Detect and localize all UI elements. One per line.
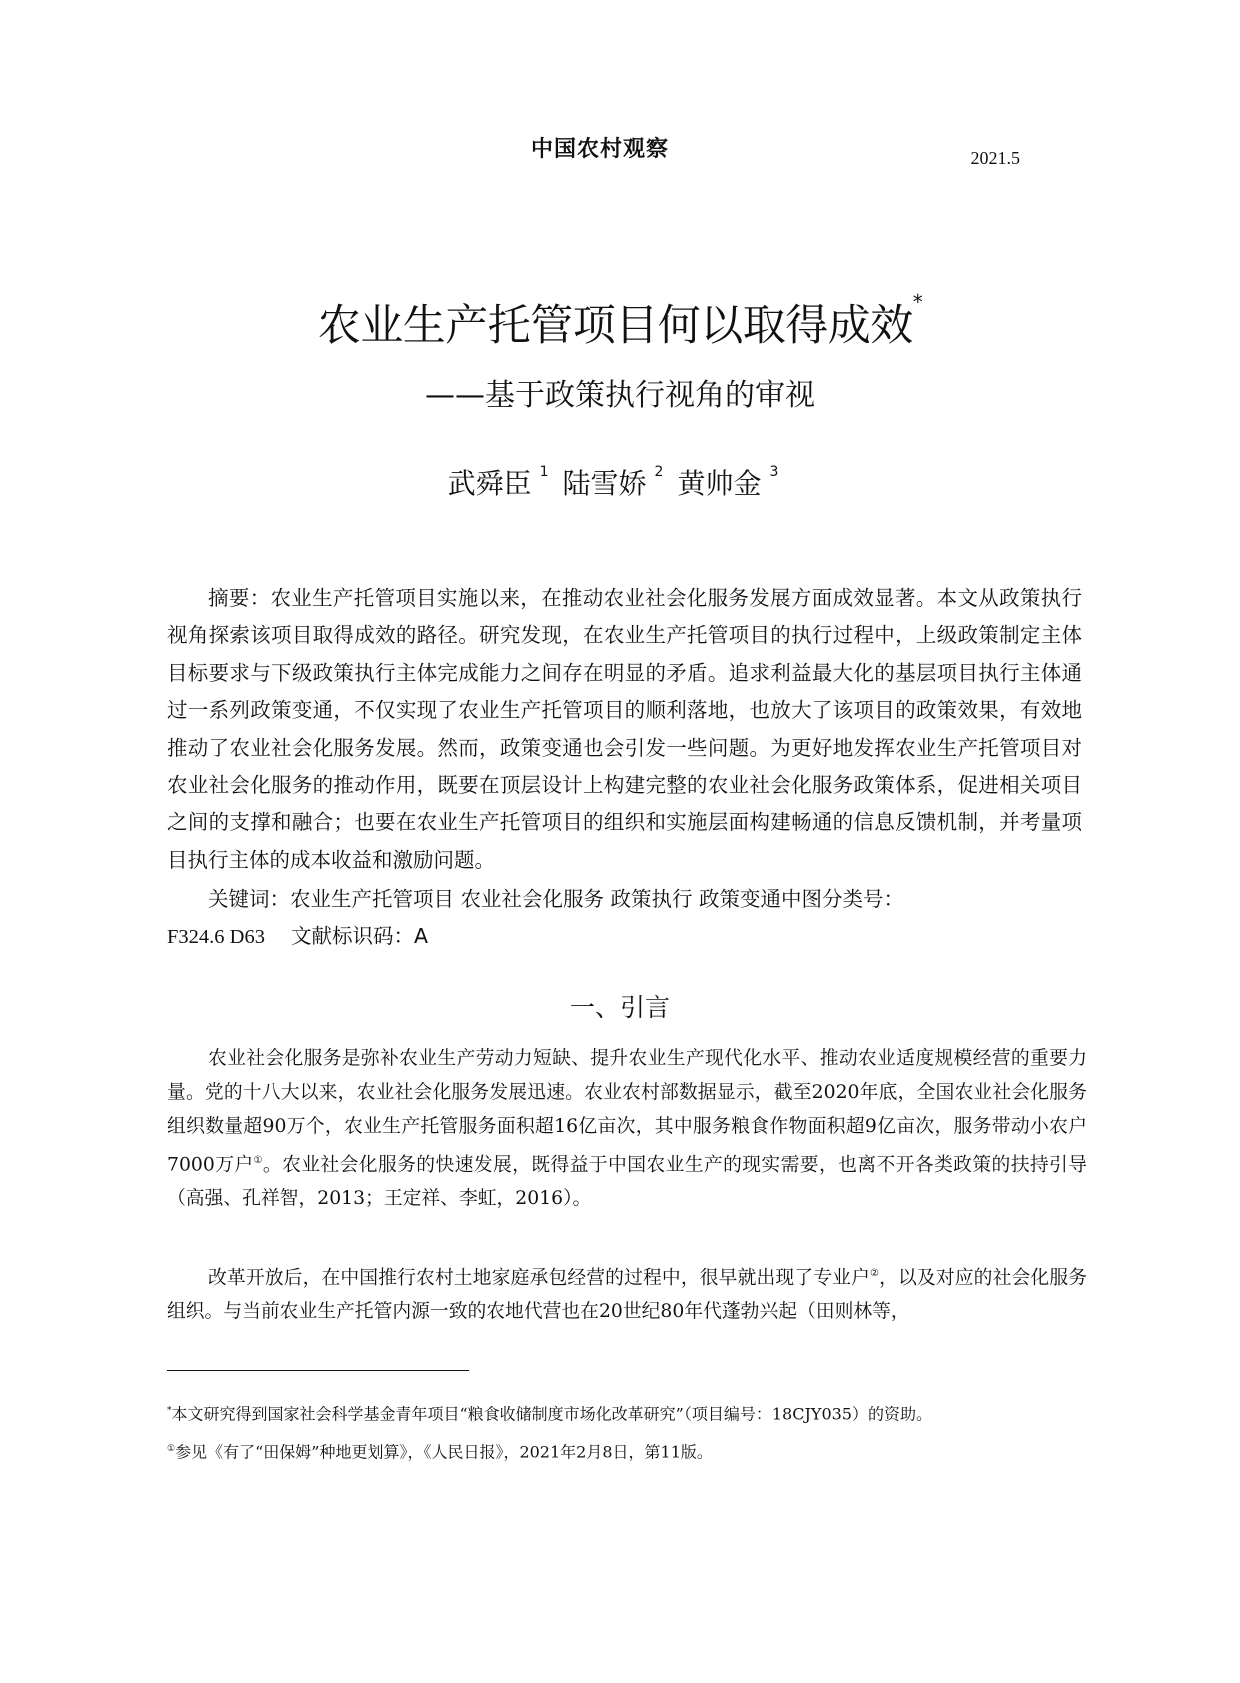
- footnote: [167, 1398, 1167, 1427]
- footnote-divider: [167, 1370, 469, 1371]
- footnote-marker: ①: [167, 1444, 176, 1454]
- paragraph-text: ，以及对应的社会化服务组织。与当前农业生产托管内源一致的农地代营也在20世纪80年代蓬勃兴起（田则林等，: [167, 1267, 1088, 1323]
- footnote-ref[interactable]: ①: [253, 1155, 263, 1166]
- paper-title: [0, 292, 1240, 353]
- section-heading: 一、引言: [569, 993, 670, 1022]
- issue-number: 2021.5: [970, 148, 1020, 168]
- classification-number: F324.6 D63: [167, 926, 265, 949]
- journal-name: 中国农村观察: [530, 137, 669, 162]
- paragraph-text: 。农业社会化服务的快速发展，既得益于中国农业生产的现实需要，也离不开各类政策的扶持引导（高强、孔祥智，2013；王定祥、李虹，2016）。: [167, 1154, 1088, 1210]
- keywords-text: 关键词：农业生产托管项目 农业社会化服务 政策执行 政策变通中图分类号：: [208, 887, 905, 911]
- author-name: 陆雪娇: [562, 467, 647, 500]
- author-affiliation: 2: [654, 464, 664, 480]
- author-name: 武舜臣: [447, 467, 532, 500]
- author-list: [0, 462, 1240, 502]
- author-affiliation: 3: [769, 464, 779, 480]
- paragraph-text: 改革开放后，在中国推行农村土地家庭承包经营的过程中，很早就出现了专业户: [208, 1267, 870, 1289]
- keywords: [167, 881, 1082, 957]
- paper-subtitle: ——基于政策执行视角的审视: [425, 378, 815, 413]
- author-affiliation: 1: [539, 464, 549, 480]
- abstract: 摘要：农业生产托管项目实施以来，在推动农业社会化服务发展方面成效显著。本文从政策执行视角探索该项目取得成效的路径。研究发现，在农业生产托管项目的执行过程中，上级政策制定主体目标要求与下级政策执行主体完成能力之间存在明显的矛盾。追求利益最大化的基层项目执行主体通过一系列政策变通，不仅实现了农业生产托管项目的顺利落地，也放大了该项目的政策效果，有效地推动了农业社会化服务发展。然而，政策变通也会引发一些问题。为更好地发挥农业生产托管项目对农业社会化服务的推动作用，既要在顶层设计上构建完整的农业社会化服务政策体系，促进相关项目之间的支撑和融合；也要在农业生产托管项目的组织和实施层面构建畅通的信息反馈机制，并考量项目执行主体的成本收益和激励问题。: [167, 586, 1082, 872]
- author-name: 黄帅金: [677, 467, 762, 500]
- footnote-text: 本文研究得到国家社会科学基金青年项目“粮食收储制度市场化改革研究”（项目编号：18CJY035）的资助。: [171, 1404, 932, 1424]
- body-paragraph: [167, 1257, 1087, 1329]
- paragraph-text: 农业社会化服务是弥补农业生产劳动力短缺、提升农业生产现代化水平、推动农业适度规模经营的重要力量。党的十八大以来，农业社会化服务发展迅速。农业农村部数据显示，截至2020年底，全国农业社会化服务组织数量超90万个，农业生产托管服务面积超16亿亩次，其中服务粮食作物面积超9亿亩次，服务带动小农户7000万户: [167, 1048, 1087, 1176]
- paper-title-text: 农业生产托管项目何以取得成效: [317, 301, 913, 351]
- footnote: [167, 1436, 1167, 1465]
- body-paragraph: [167, 1042, 1087, 1216]
- footnote-marker: *: [167, 1406, 172, 1416]
- title-footnote-marker: *: [912, 290, 923, 314]
- footnote-ref[interactable]: ②: [869, 1268, 880, 1279]
- footnote-text: 参见《有了“田保姆”种地更划算》，《人民日报》，2021年2月8日，第11版。: [175, 1442, 713, 1462]
- document-code: 文献标识码：A: [291, 924, 429, 949]
